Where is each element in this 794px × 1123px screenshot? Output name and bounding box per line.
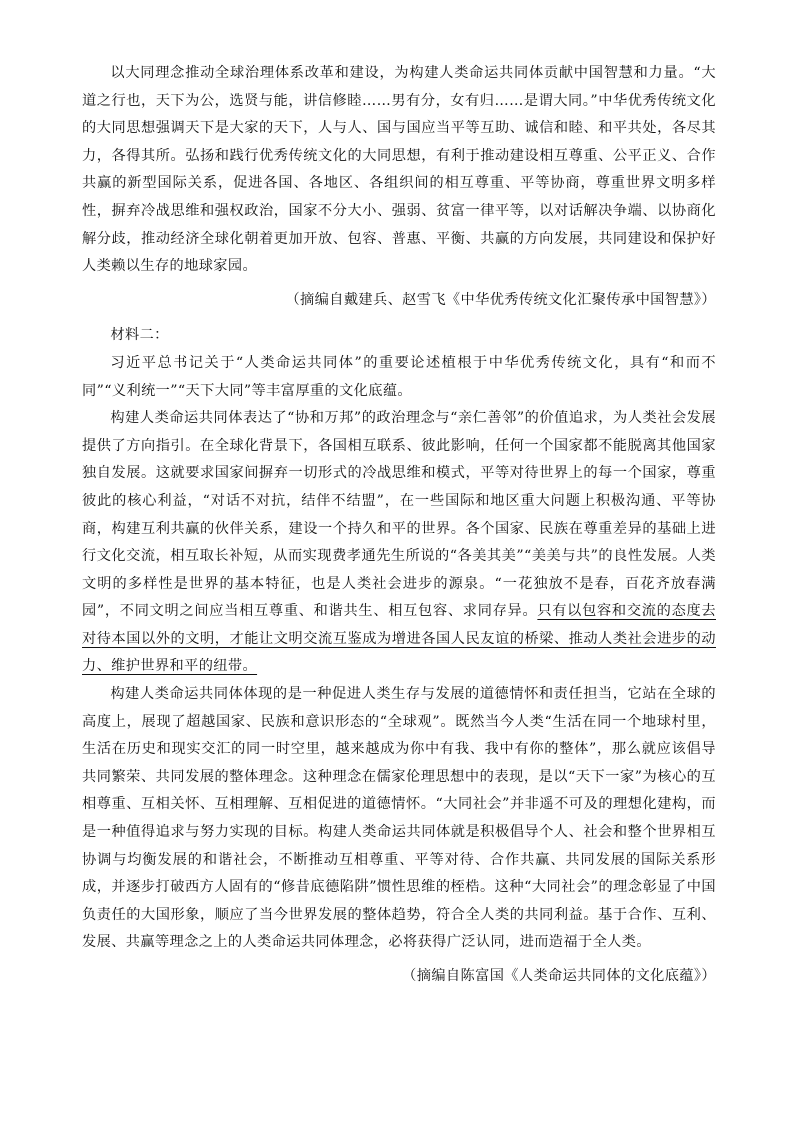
material2-paragraph-3: 构建人类命运共同体体现的是一种促进人类生存与发展的道德情怀和责任担当，它站在全球的高度上，展现了超越国家、民族和意识形态的“全球观”。既然当今人类“生活在同一个地球村里，生活在历史和现实交汇的同一时空里，越来越成为你中有我、我中有你的整体”，那么就应该倡导共同繁荣、共同发展的整体理念。这种理念在儒家伦理思想中的表现，是以“天下一家”为核心的互相尊重、互相关怀、互相理解、互相促进的道德情怀。“大同社会”并非遥不可及的理想化建构，而是一种值得追求与努力实现的目标。构建人类命运共同体就是积极倡导个人、社会和整个世界相互协调与均衡发展的和谐社会，不断推动互相尊重、平等对待、合作共赢、共同发展的国际关系形成，并逐步打破西方人固有的“修昔底德陷阱”惯性思维的桎梏。这种“大同社会”的理念彰显了中国负责任的大国形象，顺应了当今世界发展的整体趋势，符合全人类的共同利益。基于合作、互利、发展、共赢等理念之上的人类命运共同体理念，必将获得广泛认同，进而造福于全人类。 (82, 686, 716, 951)
material2-source: （摘编自陈富国《人类命运共同体的文化底蕴》） (402, 968, 716, 984)
material2-label: 材料二： (110, 327, 169, 344)
document-page (82, 60, 716, 995)
material2-paragraph-2 (82, 405, 716, 681)
material2-paragraph-2-text: 构建人类命运共同体表达了“协和万邦”的政治理念与“亲仁善邻”的价值追求，为人类社会发展提供了方向指引。在全球化背景下，各国相互联系、彼此影响，任何一个国家都不能脱离其他国家独自发展。这就要求国家间摒弃一切形式的冷战思维和模式，平等对待世界上的每一个国家，尊重彼此的核心利益，“对话不对抗，结伴不结盟”，在一些国际和地区重大问题上积极沟通、平等协商，构建互利共赢的伙伴关系，建设一个持久和平的世界。各个国家、民族在尊重差异的基础上进行文化交流，相互取长补短，从而实现费孝通先生所说的“各美其美”“美美与共”的良性发展。人类文明的多样性是世界的基本特征，也是人类社会进步的源泉。“一花独放不是春，百花齐放春满园”，不同文明之间应当相互尊重、和谐共生、相互包容、求同存异。 (82, 410, 716, 620)
material1-source: （摘编自戴建兵、赵雪飞《中华优秀传统文化汇聚传承中国智慧》） (285, 291, 716, 308)
underlined-sentence: 只有以包容和交流的态度去对待本国以外的文明，才能让文明交流互鉴成为增进各国人民友谊的桥梁、推动人类社会进步的动力、维护世界和平的纽带。 (82, 603, 716, 675)
material2-paragraph-1: 习近平总书记关于“人类命运共同体”的重要论述植根于中华优秀传统文化，具有“和而不同”“义利统一”“天下大同”等丰富厚重的文化底蕴。 (82, 354, 716, 399)
material1-paragraph: 以大同理念推动全球治理体系改革和建设，为构建人类命运共同体贡献中国智慧和力量。“大道之行也，天下为公，选贤与能，讲信修睦……男有分，女有归……是谓大同。”中华优秀传统文化的大同思想强调天下是大家的天下，人与人、国与国应当平等互助、诚信和睦、和平共处，各尽其力，各得其所。弘扬和践行优秀传统文化的大同思想，有利于推动建设相互尊重、公平正义、合作共赢的新型国际关系，促进各国、各地区、各组织间的相互尊重、平等协商，尊重世界文明多样性，摒弃冷战思维和强权政治，国家不分大小、强弱、贫富一律平等，以对话解决争端、以协商化解分歧，推动经济全球化朝着更加开放、包容、普惠、平衡、共赢的方向发展，共同建设和保护好人类赖以生存的地球家园。 (82, 65, 716, 275)
